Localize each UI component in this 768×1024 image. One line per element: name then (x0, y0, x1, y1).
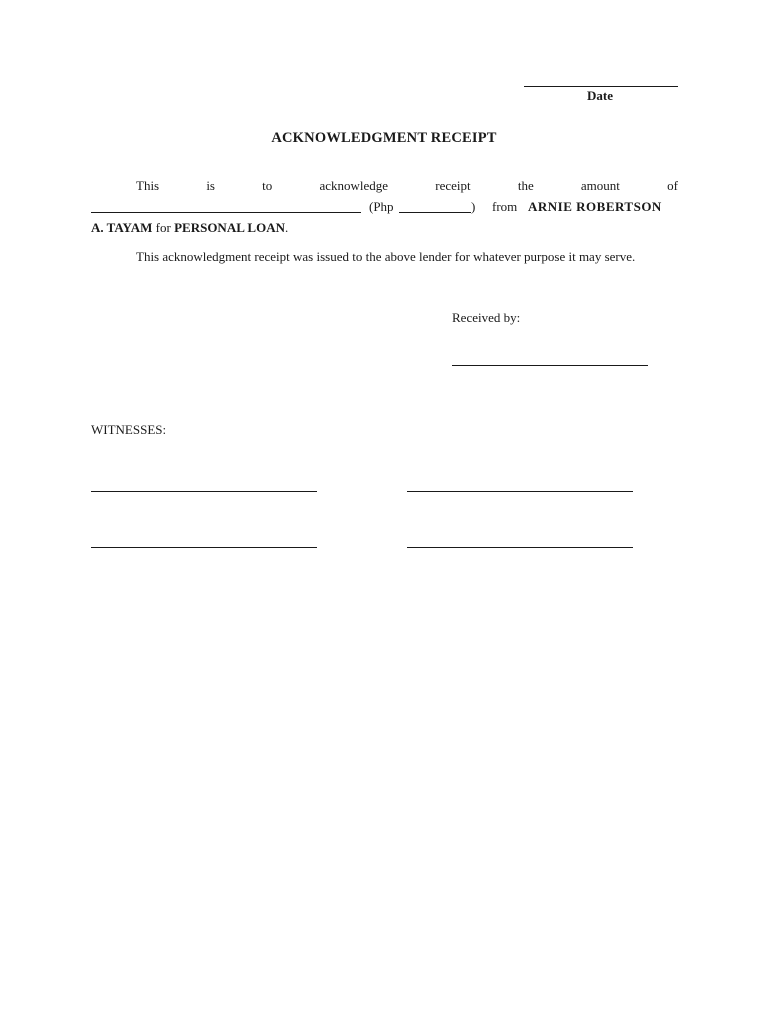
php-close-text: ) (471, 199, 476, 214)
php-amount-blank[interactable] (399, 212, 471, 213)
word: to (262, 178, 273, 193)
paragraph2: This acknowledgment receipt was issued to the above lender for whatever purpose it may serve. (136, 249, 636, 264)
loan-purpose: PERSONAL LOAN (174, 220, 285, 235)
received-by-label: Received by: (452, 310, 521, 325)
word: This (136, 178, 160, 193)
word: of (667, 178, 678, 193)
lender-name-part2: A. TAYAM (91, 220, 153, 235)
document-title: ACKNOWLEDGMENT RECEIPT (271, 130, 497, 146)
paragraph1-line1 (91, 178, 678, 194)
received-by-signature-line[interactable] (452, 365, 648, 366)
period: . (284, 220, 289, 235)
word: is (206, 178, 215, 193)
lender-name-part1: ARNIE ROBERTSON (528, 199, 662, 214)
witnesses-label: WITNESSES: (91, 422, 167, 437)
word: acknowledge (319, 178, 389, 193)
paragraph1-line3 (91, 220, 288, 236)
date-label: Date (587, 88, 613, 103)
for-text: for (155, 220, 171, 235)
word: the (517, 178, 534, 193)
from-text: from (492, 199, 518, 214)
witness-signature-line-4[interactable] (407, 547, 633, 548)
amount-in-words-blank[interactable] (91, 212, 361, 213)
witness-signature-line-2[interactable] (407, 491, 633, 492)
php-open-text: (Php (369, 199, 394, 214)
word: amount (580, 178, 620, 193)
witness-signature-line-1[interactable] (91, 491, 317, 492)
paragraph1-line2 (91, 199, 678, 217)
witness-signature-line-3[interactable] (91, 547, 317, 548)
date-signature-line (524, 86, 678, 87)
word: receipt (435, 178, 471, 193)
